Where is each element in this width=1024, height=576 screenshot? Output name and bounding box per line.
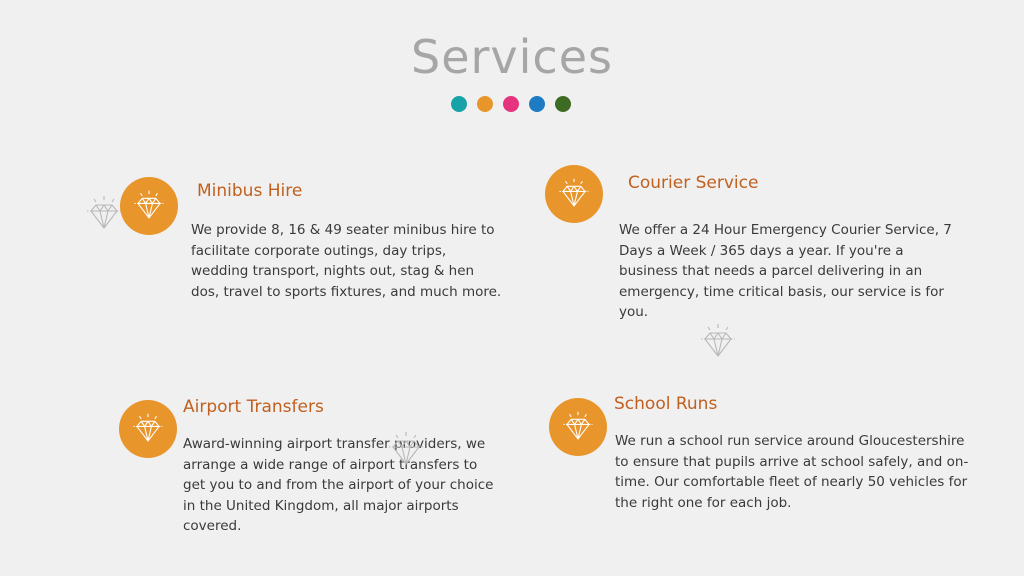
diamond-icon-graphic — [131, 412, 165, 446]
minibus-hire-text: We provide 8, 16 & 49 seater minibus hire to facilitate corporate outings, day trips, wedding transport, nights out, stag & hen dos, travel to sports fixtures, and much more. — [191, 222, 502, 300]
page-title: Services — [411, 30, 613, 84]
school-runs-text: We run a school run service around Gloucestershire to ensure that pupils arrive at school safely, and on-time. Our comfortable fleet of nearly 50 vehicles for the right one for each job. — [615, 433, 969, 511]
diamond-icon — [549, 398, 607, 456]
diamond-icon — [545, 165, 603, 223]
airport-transfers-text: Award-winning airport transfer providers, we arrange a wide range of airport transfers to get you to and from the airport of your choice in the United Kingdom, all major airports covered. — [183, 436, 494, 535]
courier-service-title: Courier Service — [628, 173, 759, 193]
airport-transfers-title: Airport Transfers — [183, 397, 324, 417]
dot-pink — [503, 96, 519, 112]
diamond-icon-graphic — [561, 410, 595, 444]
diamond-icon-graphic — [386, 430, 426, 470]
color-dots — [451, 96, 571, 112]
diamond-icon — [119, 400, 177, 458]
diamond-icon-graphic — [132, 189, 166, 223]
school-runs-title: School Runs — [614, 394, 718, 414]
dot-teal — [451, 96, 467, 112]
dot-orange — [477, 96, 493, 112]
diamond-icon — [698, 322, 738, 362]
diamond-icon — [84, 194, 124, 234]
courier-service-text: We offer a 24 Hour Emergency Courier Service, 7 Days a Week / 365 days a year. If you're a business that needs a parcel delivering in an emergency, time critical basis, our service is for you. — [619, 222, 952, 321]
diamond-icon — [120, 177, 178, 235]
diamond-icon-graphic — [84, 194, 124, 234]
dot-blue — [529, 96, 545, 112]
diamond-icon-graphic — [557, 177, 591, 211]
diamond-icon — [386, 430, 426, 470]
dot-green — [555, 96, 571, 112]
diamond-icon-graphic — [698, 322, 738, 362]
minibus-hire-title: Minibus Hire — [197, 181, 303, 201]
